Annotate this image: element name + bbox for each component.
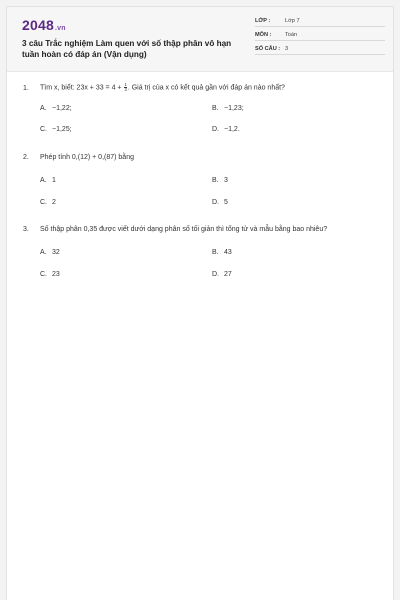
option-1c[interactable] [40, 126, 72, 133]
option-text: 32 [52, 249, 60, 256]
option-3d[interactable] [212, 271, 232, 278]
site-logo[interactable] [22, 17, 66, 33]
option-text: 2 [52, 199, 56, 206]
option-letter: A. [40, 249, 47, 256]
option-letter: C. [40, 126, 47, 133]
meta-label: SỐ CÂU : [255, 46, 281, 52]
option-2d[interactable] [212, 199, 228, 206]
option-letter: D. [212, 271, 219, 278]
meta-value: 3 [285, 46, 289, 52]
meta-label: MÔN : [255, 32, 272, 38]
meta-value: Lớp 7 [285, 18, 300, 24]
option-text: 43 [224, 249, 232, 256]
question-text: Số thập phân 0,35 được viết dưới dạng phân số tối giản thì tổng tử và mẫu bằng bao nhiêu? [40, 226, 328, 233]
question-2 [23, 154, 134, 161]
option-text: −1,23; [224, 105, 244, 112]
option-3c[interactable] [40, 271, 60, 278]
question-number: 1. [23, 84, 29, 92]
option-text: −1,2. [224, 126, 240, 133]
option-letter: C. [40, 199, 47, 206]
meta-class [255, 17, 385, 27]
meta-subject [255, 31, 385, 41]
fraction-numerator: 1 [124, 82, 127, 87]
option-text: −1,25; [52, 126, 72, 133]
option-3b[interactable] [212, 249, 232, 256]
option-1b[interactable] [212, 105, 244, 112]
worksheet-title: 3 câu Trắc nghiệm Làm quen với số thập phân vô hạn tuần hoàn có đáp án (Vận dụng) [22, 39, 232, 59]
option-letter: B. [212, 249, 219, 256]
option-text: 3 [224, 177, 228, 184]
option-2b[interactable] [212, 177, 228, 184]
option-letter: B. [212, 105, 219, 112]
option-text: 23 [52, 271, 60, 278]
option-1d[interactable] [212, 126, 240, 133]
question-1 [23, 83, 285, 92]
option-3a[interactable] [40, 249, 60, 256]
option-2c[interactable] [40, 199, 56, 206]
option-letter: C. [40, 271, 47, 278]
question-text-after: . Giá trị của x có kết quả gần với đáp án nào nhất? [127, 84, 285, 92]
question-text: Phép tính 0,(12) + 0,(87) bằng [40, 154, 134, 161]
worksheet-header [7, 7, 393, 72]
question-number: 3. [23, 226, 29, 233]
option-text: 1 [52, 177, 56, 184]
option-letter: D. [212, 126, 219, 133]
question-text-before: Tìm x, biết: 23x + 33 = 4 + [40, 84, 124, 92]
meta-question-count [255, 45, 385, 55]
fraction [124, 83, 126, 92]
option-letter: B. [212, 177, 219, 184]
meta-label: LỚP : [255, 18, 271, 24]
worksheet-page [6, 6, 394, 600]
meta-value: Toán [285, 32, 298, 38]
logo-text: 2048 [22, 17, 54, 33]
fraction-denominator: 3 [124, 87, 127, 93]
option-1a[interactable] [40, 105, 72, 112]
option-2a[interactable] [40, 177, 56, 184]
option-letter: A. [40, 177, 47, 184]
option-letter: D. [212, 199, 219, 206]
option-text: 5 [224, 199, 228, 206]
question-3 [23, 226, 327, 233]
option-letter: A. [40, 105, 47, 112]
question-number: 2. [23, 154, 29, 161]
option-text: 27 [224, 271, 232, 278]
logo-suffix: .vn [54, 25, 66, 32]
option-text: −1,22; [52, 105, 72, 112]
